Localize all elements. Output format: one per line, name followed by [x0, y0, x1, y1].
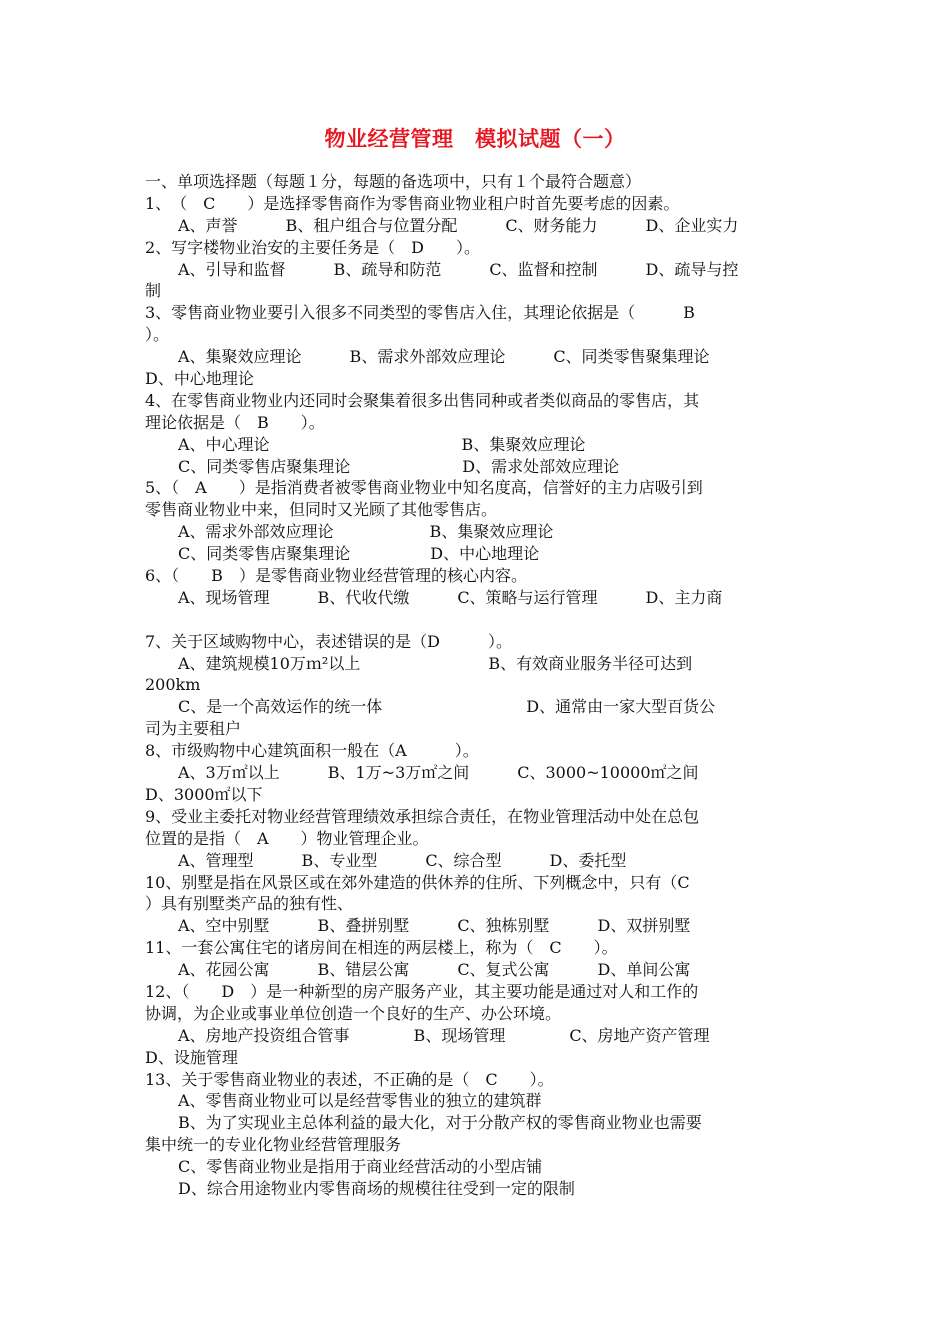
- question-2-options-wrap: 制: [145, 281, 162, 301]
- question-4-wrap: 理论依据是（ B ）。: [145, 412, 325, 432]
- question-list: [145, 171, 810, 1200]
- question-2: 2、写字楼物业治安的主要任务是（ D ）。: [145, 237, 481, 257]
- question-8: 8、市级购物中心建筑面积一般在（A ）。: [145, 741, 479, 761]
- question-8-options: A、3万㎡以上 B、1万~3万㎡之间 C、3000~10000㎡之间: [178, 763, 699, 783]
- question-7-options-cd: C、是一个高效运作的统一体 D、通常由一家大型百货公: [178, 697, 716, 717]
- question-1: 1、 （ C ）是选择零售商作为零售商业物业租户时首先要考虑的因素。: [145, 193, 680, 213]
- question-9-wrap: 位置的是指（ A ）物业管理企业。: [145, 828, 429, 848]
- question-11: 11、一套公寓住宅的诸房间在相连的两层楼上，称为（ C ）。: [145, 938, 618, 958]
- question-13-option-c: C、零售商业物业是指用于商业经营活动的小型店铺: [178, 1157, 543, 1177]
- blank-line: [145, 609, 810, 631]
- question-4: 4、在零售商业物业内还同时会聚集着很多出售同种或者类似商品的零售店，其: [145, 390, 700, 410]
- question-13-option-b: B、为了实现业主总体利益的最大化，对于分散产权的零售商业物业也需要: [178, 1113, 702, 1133]
- question-13-option-d: D、综合用途物业内零售商场的规模往往受到一定的限制: [178, 1178, 575, 1198]
- question-3-options-wrap: D、中心地理论: [145, 369, 254, 389]
- question-7-options-cd-wrap: 司为主要租户: [145, 719, 242, 739]
- question-13-option-a: A、零售商业物业可以是经营零售业的独立的建筑群: [178, 1091, 542, 1111]
- question-3-options: A、集聚效应理论 B、需求外部效应理论 C、同类零售聚集理论: [178, 347, 710, 367]
- question-4-options-ab: A、中心理论 B、集聚效应理论: [178, 434, 586, 454]
- question-3-wrap: ）。: [145, 325, 170, 345]
- question-5-options-cd: C、同类零售店聚集理论 D、中心地理论: [178, 544, 540, 564]
- question-2-options: A、引导和监督 B、疏导和防范 C、监督和控制 D、疏导与控: [178, 259, 739, 279]
- question-11-options: A、花园公寓 B、错层公寓 C、复式公寓 D、单间公寓: [178, 960, 691, 980]
- question-6-options: A、现场管理 B、代收代缴 C、策略与运行管理 D、主力商: [178, 587, 723, 607]
- question-13: 13、关于零售商业物业的表述，不正确的是（ C ）。: [145, 1069, 554, 1089]
- question-10-options: A、空中别墅 B、叠拼别墅 C、独栋别墅 D、双拼别墅: [178, 916, 691, 936]
- question-5-wrap: 零售商业物业中来，但同时又光顾了其他零售店。: [145, 500, 498, 520]
- question-10: 10、别墅是指在风景区或在郊外建造的供休养的住所、下列概念中，只有（C: [145, 872, 690, 892]
- question-9: 9、受业主委托对物业经营管理绩效承担综合责任，在物业管理活动中处在总包: [145, 806, 700, 826]
- question-7-options-ab-wrap: 200km: [145, 675, 201, 695]
- question-9-options: A、管理型 B、专业型 C、综合型 D、委托型: [178, 850, 627, 870]
- question-3: 3、零售商业物业要引入很多不同类型的零售店入住，其理论依据是（ B: [145, 303, 695, 323]
- question-7: 7、关于区域购物中心，表述错误的是（D ）。: [145, 631, 513, 651]
- question-4-options-cd: C、同类零售店聚集理论 D、需求处部效应理论: [178, 456, 620, 476]
- question-5-options-ab: A、需求外部效应理论 B、集聚效应理论: [178, 522, 554, 542]
- question-8-options-wrap: D、3000㎡以下: [145, 784, 263, 804]
- section-heading: 一、单项选择题（每题１分，每题的备选项中，只有１个最符合题意）: [145, 172, 642, 191]
- question-6: 6、（ B ）是零售商业物业经营管理的核心内容。: [145, 566, 527, 586]
- question-12-options-wrap: D、设施管理: [145, 1047, 238, 1067]
- question-10-wrap: ）具有别墅类产品的独有性、: [145, 894, 354, 914]
- page-title: 物业经营管理 模拟试题（一）: [324, 126, 626, 151]
- question-12-options: A、房地产投资组合管事 B、现场管理 C、房地产资产管理: [178, 1025, 710, 1045]
- question-12-wrap: 协调，为企业或事业单位创造一个良好的生产、办公环境。: [145, 1003, 562, 1023]
- question-1-options: A、声誉 B、租户组合与位置分配 C、财务能力 D、企业实力: [178, 215, 739, 235]
- question-12: 12、（ D ）是一种新型的房产服务产业，其主要功能是通过对人和工作的: [145, 981, 699, 1001]
- question-7-options-ab: A、建筑规模10万ｍ²以上 B、有效商业服务半径可达到: [178, 653, 693, 673]
- question-5: 5、（ A ）是指消费者被零售商业物业中知名度高，信誉好的主力店吸引到: [145, 478, 703, 498]
- question-13-option-b-wrap: 集中统一的专业化物业经营管理服务: [145, 1135, 402, 1155]
